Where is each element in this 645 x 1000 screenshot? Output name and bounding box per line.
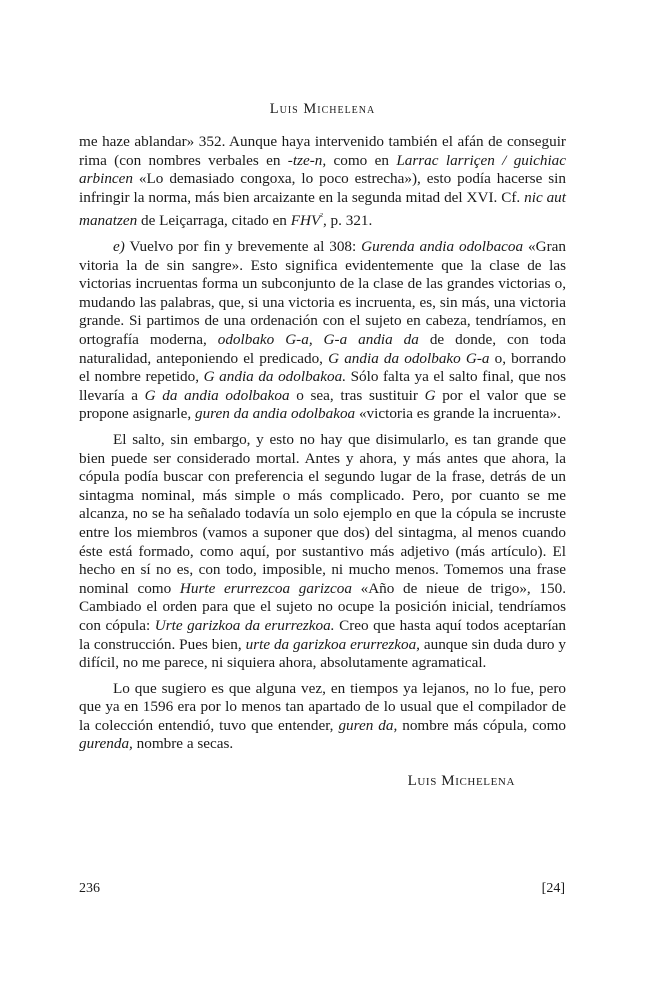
text-run: Creo que hasta aquí todos aceptarían la construcción. Pues bien, — [79, 616, 566, 653]
text-run: Sólo falta ya el salto final, que nos llevaría a — [79, 368, 567, 404]
text-run: Vuelvo por fin y brevemente al 308: — [124, 238, 362, 256]
text-run: ² — [320, 211, 323, 222]
italic-text: gurenda, — [79, 735, 133, 753]
text-run: como en — [326, 151, 397, 169]
italic-text: Gurenda andia odolbacoa — [361, 238, 524, 256]
text-run: El salto, sin embargo, y esto no hay que disimularlo, es tan grande que bien puede ser considerado mortal. Antes y ahora, y más antes que ahora, la cópula podía buscar con preferencia el segundo lugar de la frase, detrás de un sintagma nominal, más simple o más complicado. Pero, por cuanto se me alcanza, no se ha señalado todavía un solo ejemplo en que la cópula se incruste entre los miembros (vamos a suponer que dos) del sintagma, al menos cuando éste está formado, como aquí, por sustantivo más adjetivo (más artículo). El hecho en sí no es, con todo, imposible, ni mucho menos. Tomemos una frase nominal como — [79, 430, 566, 597]
italic-text: guren da andia odolbakoa — [194, 405, 356, 423]
text-run: nombre a secas. — [132, 735, 234, 753]
italic-text: FHV — [290, 212, 321, 230]
italic-text: G — [424, 386, 436, 404]
italic-text: urte da garizkoa erurrezkoa, — [245, 635, 420, 653]
text-run: de Leiçarraga, citado en — [137, 212, 291, 230]
text-run: «Año de nieue de trigo», 150. Cambiado el orden para que el sujeto no ocupe la posición inicial, tendríamos con cópula: — [79, 579, 566, 634]
text-run: o, borrando el nombre repetido, — [79, 349, 566, 386]
text-run: «victoria es grande la incruenta». — [355, 405, 561, 423]
paragraph — [79, 680, 566, 754]
italic-text: Urte garizkoa da erurrezkoa. — [154, 616, 335, 634]
paragraph — [79, 238, 566, 424]
text-run: me haze ablandar» 352. Aunque haya intervenido también el afán de conseguir rima (con nombres verbales en — [79, 133, 566, 169]
text-run: de donde, con toda naturalidad, anteponiendo el predicado, — [79, 331, 567, 367]
text-run: o sea, tras sustituir — [289, 386, 425, 404]
paragraph — [79, 431, 566, 673]
text-run: , p. 321. — [322, 212, 373, 230]
italic-text: guren da, — [338, 716, 398, 734]
text-run: aunque sin duda duro y difícil, no me parece, ni siquiera ahora, absolutamente agramatical. — [79, 635, 567, 672]
bracket-page-number: [24] — [541, 881, 565, 896]
italic-text: Larrac larriçen / guichiac arbincen — [79, 151, 566, 188]
italic-text: odolbako G-a, G-a andia da — [217, 331, 419, 348]
text-run: por el valor que se propone asignarle, — [79, 386, 566, 423]
author-signature: Luis Michelena — [407, 773, 515, 789]
text-run: «Gran vitoria la de sin sangre». Esto significa evidentemente que la clase de las victorias incruentas forma un subconjunto de la clase de las grandes victorias o, mudando las palabras, que, si una victoria es incruenta, es, sin más, una victoria grande. Si partimos de una ordenación con el sujeto en cabeza, tendríamos, en ortografía moderna, — [79, 238, 566, 348]
page-number: 236 — [79, 881, 100, 896]
running-head: Luis Michelena — [269, 101, 376, 117]
text-run: «Lo demasiado congoxa, lo poco estrecha»), esto podía hacerse sin infringir la norma, más bien arcaizante en la segunda mitad del XVI. Cf. — [79, 170, 566, 206]
italic-text: Hurte erurrezcoa garizcoa — [179, 579, 352, 597]
text-run: nombre más cópula, como — [397, 716, 567, 734]
italic-text: G da andia odolbakoa — [144, 386, 290, 404]
italic-text: G andia da odolbakoa. — [203, 368, 346, 386]
italic-text: -tze-n, — [287, 151, 327, 169]
text-run: Lo que sugiero es que alguna vez, en tiempos ya lejanos, no lo fue, pero que ya en 1596 era por lo menos tan apartado de lo usual que el compilador de la colección entendió, tuvo que entender, — [79, 679, 566, 734]
body-text — [79, 133, 566, 761]
italic-text: G andia da odolbako G-a — [328, 349, 490, 367]
paragraph — [79, 133, 566, 231]
italic-text: nic aut manatzen — [79, 188, 566, 230]
italic-text: e) — [113, 238, 125, 256]
